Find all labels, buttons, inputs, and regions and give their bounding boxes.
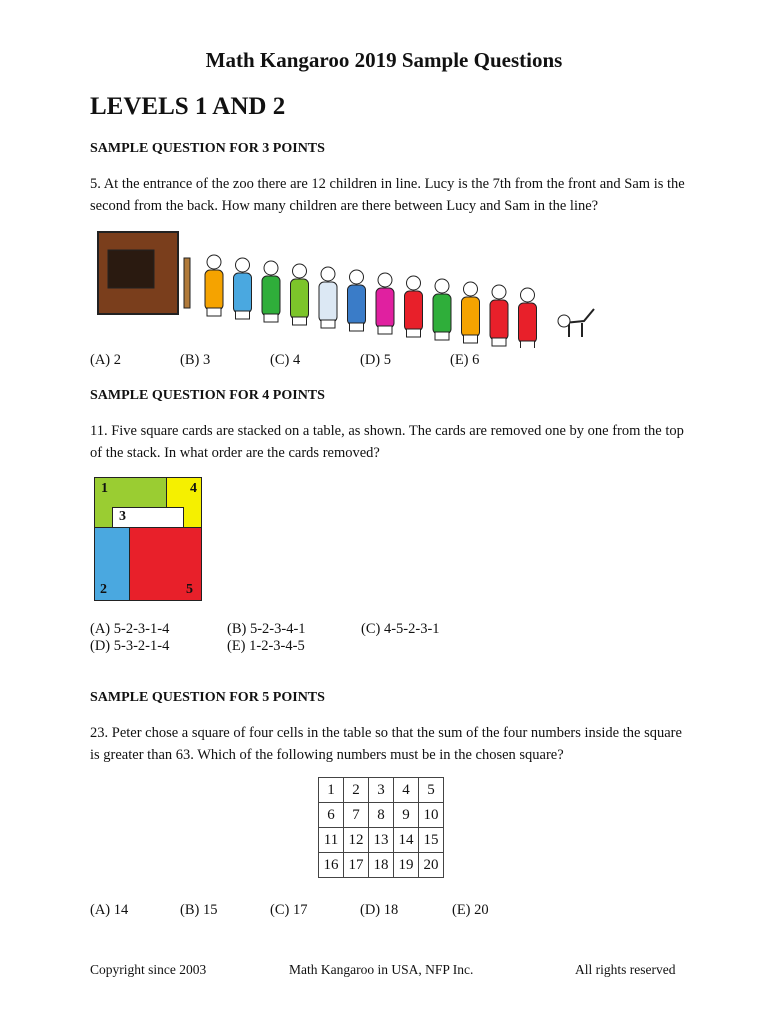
table-row xyxy=(319,828,444,853)
card-3 xyxy=(112,507,184,528)
q2-option-e: (E) 1-2-3-4-5 xyxy=(227,638,305,654)
table-cell: 17 xyxy=(344,853,369,878)
child-figure xyxy=(462,282,480,343)
ticket-booth xyxy=(98,232,190,314)
card-stack-figure xyxy=(94,477,201,600)
q3-header: SAMPLE QUESTION FOR 5 POINTS xyxy=(90,690,325,705)
table-cell: 5 xyxy=(419,778,444,803)
number-table xyxy=(318,777,444,878)
table-cell: 10 xyxy=(419,803,444,828)
card-label: 4 xyxy=(190,481,197,496)
table-cell: 14 xyxy=(394,828,419,853)
table-cell: 16 xyxy=(319,853,344,878)
child-figure xyxy=(376,273,394,334)
q3-option-a: (A) 14 xyxy=(90,902,129,918)
q3-option-e: (E) 20 xyxy=(452,902,489,918)
q1-text: 5. At the entrance of the zoo there are 12 children in line. Lucy is the 7th from the front and Sam is the second from the back. How many children are there between Lucy and Sam in the line? xyxy=(90,176,685,214)
card-5 xyxy=(129,527,202,601)
footer-organization: Math Kangaroo in USA, NFP Inc. xyxy=(289,962,474,977)
card-label: 3 xyxy=(119,509,126,524)
card-label: 2 xyxy=(100,582,107,597)
footer-rights: All rights reserved xyxy=(575,962,676,977)
table-row xyxy=(319,778,444,803)
card-2 xyxy=(94,527,130,601)
table-row xyxy=(319,853,444,878)
table-cell: 8 xyxy=(369,803,394,828)
page-title: Math Kangaroo 2019 Sample Questions xyxy=(205,48,563,72)
child-figure xyxy=(205,255,223,316)
q3-option-d: (D) 18 xyxy=(360,902,399,918)
child-figure xyxy=(234,258,252,319)
q2-header: SAMPLE QUESTION FOR 4 POINTS xyxy=(90,388,325,403)
q2-option-b: (B) 5-2-3-4-1 xyxy=(227,621,306,637)
table-cell: 18 xyxy=(369,853,394,878)
table-cell: 9 xyxy=(394,803,419,828)
card-label: 1 xyxy=(101,481,108,496)
table-cell: 6 xyxy=(319,803,344,828)
child-figure xyxy=(490,285,508,346)
q1-header: SAMPLE QUESTION FOR 3 POINTS xyxy=(90,141,325,156)
child-figure xyxy=(519,288,537,348)
children-in-line xyxy=(205,255,537,348)
child-figure xyxy=(319,267,337,328)
q1-option-c: (C) 4 xyxy=(270,352,301,368)
table-cell: 11 xyxy=(319,828,344,853)
q3-option-b: (B) 15 xyxy=(180,902,218,918)
q2-option-c: (C) 4-5-2-3-1 xyxy=(361,621,440,637)
child-figure xyxy=(348,270,366,331)
level-heading: LEVELS 1 AND 2 xyxy=(90,93,286,120)
table-cell: 1 xyxy=(319,778,344,803)
child-figure xyxy=(433,279,451,340)
table-row xyxy=(319,803,444,828)
card-label: 5 xyxy=(186,582,193,597)
child-figure xyxy=(262,261,280,322)
footer-copyright: Copyright since 2003 xyxy=(90,962,207,977)
q2-text: 11. Five square cards are stacked on a table, as shown. The cards are removed one by one from the top of the stack. In what order are the cards removed? xyxy=(90,423,684,461)
q1-option-e: (E) 6 xyxy=(450,352,480,368)
table-cell: 19 xyxy=(394,853,419,878)
table-cell: 20 xyxy=(419,853,444,878)
q1-option-b: (B) 3 xyxy=(180,352,211,368)
q2-option-a: (A) 5-2-3-1-4 xyxy=(90,621,170,637)
table-cell: 7 xyxy=(344,803,369,828)
q1-option-a: (A) 2 xyxy=(90,352,122,368)
table-cell: 15 xyxy=(419,828,444,853)
q1-option-d: (D) 5 xyxy=(360,352,392,368)
table-cell: 3 xyxy=(369,778,394,803)
q2-option-d: (D) 5-3-2-1-4 xyxy=(90,638,170,654)
q3-text: 23. Peter chose a square of four cells in the table so that the sum of the four numbers inside the square is greater than 63. Which of the following numbers must be in the chosen square? xyxy=(90,725,682,763)
table-cell: 2 xyxy=(344,778,369,803)
child-figure xyxy=(291,264,309,325)
table-cell: 13 xyxy=(369,828,394,853)
child-figure xyxy=(405,276,423,337)
table-cell: 12 xyxy=(344,828,369,853)
q3-option-c: (C) 17 xyxy=(270,902,308,918)
table-cell: 4 xyxy=(394,778,419,803)
dog xyxy=(558,309,594,337)
zoo-line-illustration xyxy=(94,228,614,348)
